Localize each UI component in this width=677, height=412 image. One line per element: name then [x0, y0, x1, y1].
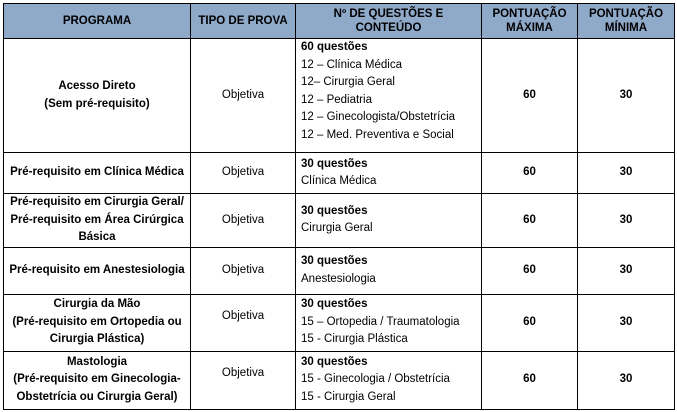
tipo-cell: Objetiva	[191, 153, 296, 194]
questoes-title: 30 questões	[301, 355, 368, 368]
conteudo-cell	[296, 294, 482, 351]
pontuacao-maxima-cell: 60	[482, 153, 578, 194]
conteudo-line: 12– Cirurgia Geral	[301, 76, 395, 88]
programa-cell: Cirurgia da Mão (Pré-requisito em Ortopedia ou Cirurgia Plástica)	[4, 294, 191, 351]
conteudo-line: 15 - Ginecologia / Obstetrícia	[301, 373, 450, 386]
conteudo-line: Clínica Médica	[301, 175, 377, 187]
programa-cell: Acesso Direto (Sem pré-requisito)	[4, 39, 191, 153]
conteudo-cell	[296, 351, 482, 409]
tipo-cell: Objetiva	[191, 294, 296, 351]
questoes-title: 30 questões	[301, 157, 368, 170]
programa-cell: Pré-requisito em Clínica Médica	[4, 153, 191, 194]
conteudo-line: Cirurgia Geral	[301, 222, 373, 235]
questoes-title: 60 questões	[301, 41, 368, 53]
conteudo-line: 12 – Med. Preventiva e Social	[301, 128, 454, 141]
header-questoes-conteudo: Nº DE QUESTÕES E CONTEÚDO	[296, 4, 482, 39]
programa-cell: Pré-requisito em Cirurgia Geral/ Pré-requisito em Área Cirúrgica Básica	[4, 194, 191, 248]
tipo-cell: Objetiva	[191, 39, 296, 153]
conteudo-line: 15 - Cirurgia Geral	[301, 390, 396, 403]
header-programa: PROGRAMA	[4, 4, 191, 39]
pontuacao-maxima-cell: 60	[482, 351, 578, 409]
table-row	[4, 247, 675, 294]
table-row	[4, 294, 675, 351]
table-row	[4, 351, 675, 409]
header-row	[4, 4, 675, 39]
conteudo-cell	[296, 247, 482, 294]
conteudo-line: 12 – Clínica Médica	[301, 58, 402, 71]
pontuacao-minima-cell: 30	[578, 294, 675, 351]
pontuacao-maxima-cell: 60	[482, 294, 578, 351]
header-pontuacao-minima: PONTUAÇÃO MÍNIMA	[578, 4, 675, 39]
programa-cell: Mastologia (Pré-requisito em Ginecologia- Obstetrícia ou Cirurgia Geral)	[4, 351, 191, 409]
table-row	[4, 153, 675, 194]
conteudo-line: 12 – Pediatria	[301, 93, 372, 106]
conteudo-cell	[296, 194, 482, 248]
pontuacao-maxima-cell: 60	[482, 39, 578, 153]
exam-table	[3, 3, 675, 410]
table-row	[4, 194, 675, 248]
conteudo-line: 15 - Cirurgia Plástica	[301, 333, 408, 346]
pontuacao-minima-cell: 30	[578, 153, 675, 194]
header-tipo-prova: TIPO DE PROVA	[191, 4, 296, 39]
conteudo-line: Anestesiologia	[301, 272, 376, 285]
programa-cell: Pré-requisito em Anestesiologia	[4, 247, 191, 294]
questoes-title: 30 questões	[301, 204, 368, 217]
questoes-title: 30 questões	[301, 255, 368, 267]
conteudo-line: 15 – Ortopedia / Traumatologia	[301, 315, 460, 328]
header-pontuacao-maxima: PONTUAÇÃO MÁXIMA	[482, 4, 578, 39]
conteudo-cell	[296, 39, 482, 153]
table-row	[4, 39, 675, 153]
pontuacao-minima-cell: 30	[578, 247, 675, 294]
pontuacao-maxima-cell: 60	[482, 247, 578, 294]
conteudo-cell	[296, 153, 482, 194]
tipo-cell: Objetiva	[191, 247, 296, 294]
pontuacao-minima-cell: 30	[578, 351, 675, 409]
pontuacao-minima-cell: 30	[578, 39, 675, 153]
pontuacao-maxima-cell: 60	[482, 194, 578, 248]
tipo-cell: Objetiva	[191, 351, 296, 409]
questoes-title: 30 questões	[301, 298, 368, 311]
tipo-cell: Objetiva	[191, 194, 296, 248]
conteudo-line: 12 – Ginecologista/Obstetrícia	[301, 111, 456, 123]
pontuacao-minima-cell: 30	[578, 194, 675, 248]
